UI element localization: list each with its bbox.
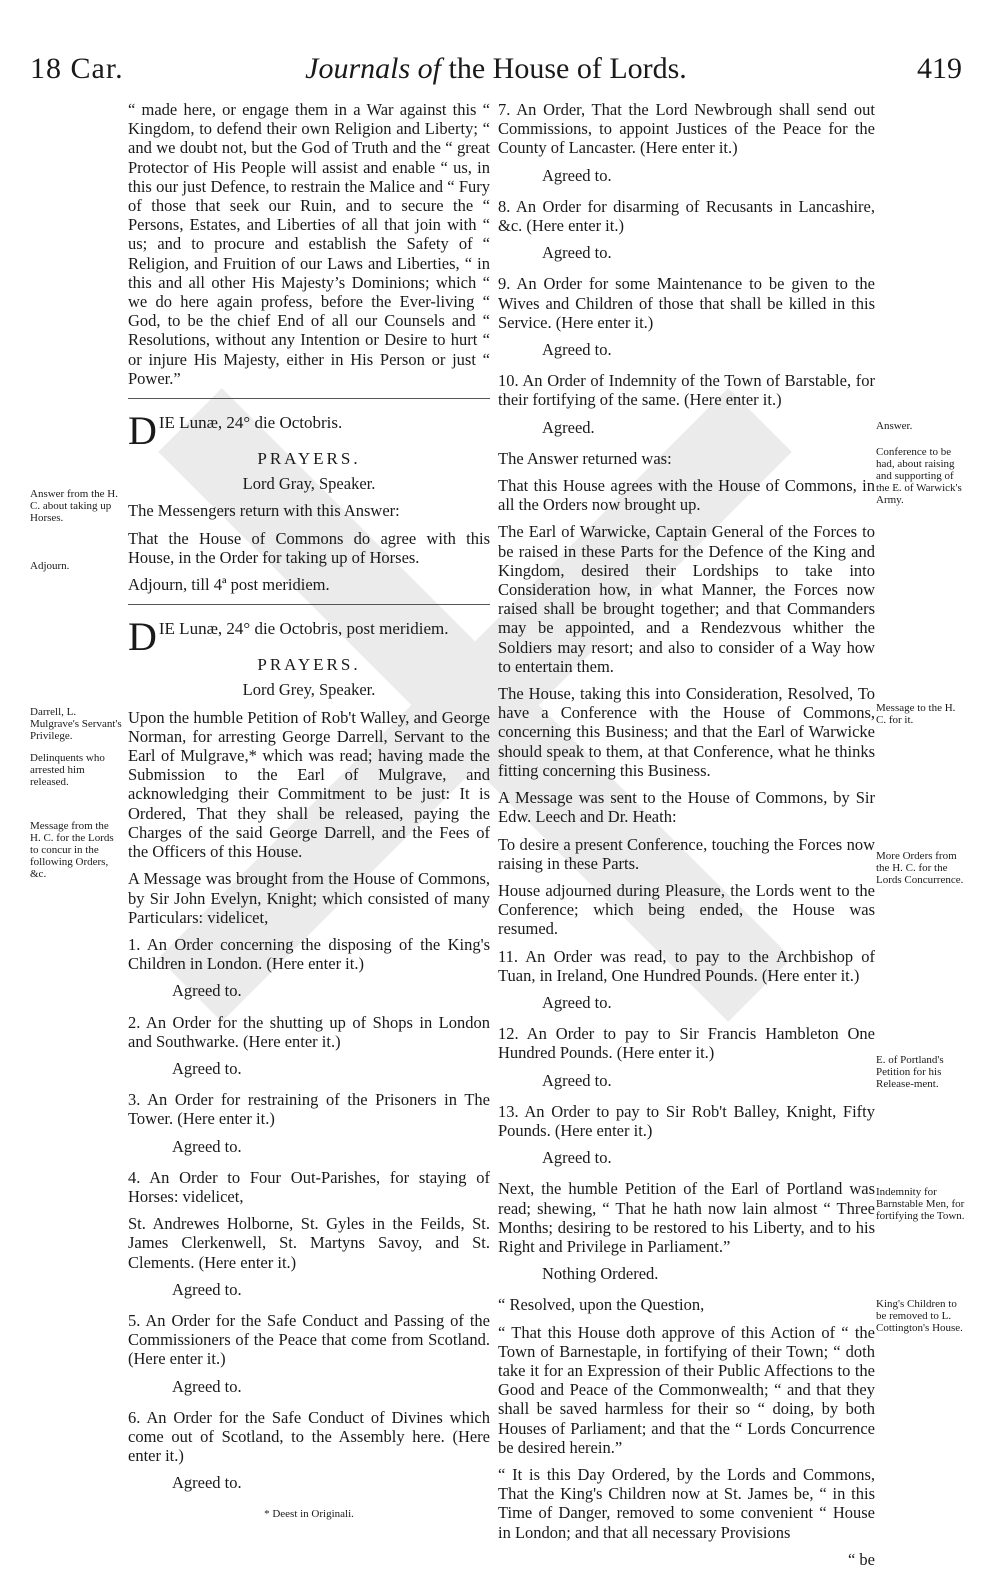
left-column — [128, 100, 490, 1524]
agreed-line: Agreed to. — [172, 1473, 242, 1493]
agreed-line: Agreed to. — [172, 981, 242, 1001]
margin-note: Conference to be had, about raising and supporting of the E. of Warwick's Army. — [876, 446, 962, 506]
paragraph: The House, taking this into Consideration, Resolved, To have a Conference with the House of Commons, concerning this Business; and that the Earl of Warwicke should speak to them, at that Conference, what he thinks fitting concerning this Business. — [498, 684, 875, 780]
paragraph: A Message was brought from the House of Commons, by Sir John Evelyn, Knight; which consisted of many Particulars: videlicet, — [128, 869, 490, 927]
order-item: 3. An Order for restraining of the Prisoners in The Tower. (Here enter it.) — [128, 1090, 490, 1129]
paragraph: A Message was sent to the House of Commons, by Sir Edw. Leech and Dr. Heath: — [498, 788, 875, 827]
agreed-line: Agreed to. — [542, 243, 612, 263]
divider — [128, 604, 490, 605]
margin-note: Answer. — [876, 420, 913, 432]
margin-note: Message from the H. C. for the Lords to concur in the following Orders, &c. — [30, 820, 114, 880]
margin-note: King's Children to be removed to L. Cottington's House. — [876, 1298, 963, 1334]
margin-note: Message to the H. C. for it. — [876, 702, 956, 726]
agreed-line: Agreed to. — [542, 992, 612, 1012]
margin-note: Adjourn. — [30, 560, 70, 572]
running-title — [30, 52, 962, 86]
agreed-line: Agreed to. — [542, 1070, 612, 1090]
paragraph: Next, the humble Petition of the Earl of Portland was read; shewing, “ That he hath now lain almost “ Three Months; desiring to be restored to his Liberty, and to his Right and Privilege in Parliament.” — [498, 1179, 875, 1256]
running-title-c: the — [448, 52, 486, 85]
margin-note: Indemnity for Barnstable Men, for fortifying the Town. — [876, 1186, 965, 1222]
agreed-line: Agreed to. — [172, 1279, 242, 1299]
margin-note: More Orders from the H. C. for the Lords Concurrence. — [876, 850, 964, 886]
margin-note: Delinquents who arrested him released. — [30, 752, 105, 788]
order-item: 1. An Order concerning the disposing of the King's Children in London. (Here enter it.) — [128, 934, 490, 974]
nothing-ordered: Nothing Ordered. — [542, 1264, 659, 1284]
paragraph: House adjourned during Pleasure, the Lords went to the Conference; which being ended, the House was resumed. — [498, 880, 875, 939]
margin-note: Darrell, L. Mulgrave's Servant's Privilege. — [30, 706, 122, 742]
speaker-line: Lord Grey, Speaker. — [242, 680, 376, 700]
day-heading-text: IE Lunæ, 24° die Octobris. — [158, 413, 343, 433]
order-item: 6. An Order for the Safe Conduct of Divines which come out of Scotland, to the Assembly here. (Here enter it.) — [128, 1407, 490, 1466]
agreed-line: Agreed to. — [172, 1058, 242, 1078]
margin-note: E. of Portland's Petition for his Release-ment. — [876, 1054, 944, 1090]
running-title-b: of — [410, 52, 449, 85]
quote-text: “ made here, or engage them in a War against this “ Kingdom, to defend their own Religion and Liberty; “ and we doubt not, but the God of Truth and the “ great Protector of His People will assist and enable “ us, in this our just Defence, to restrain the Malice and “ Fury of those that seek our Ruin, and to secure the “ Persons, Estates, and Liberties of all that join with “ us; and to procure and establish the Safety of “ Religion, and Fruition of our Laws and Liberties, “ in this and all other His Majesty’s Dominions; which “ we do here again profess, before the Ever-living “ God, to be the chief End of all our Counsels and “ Resolutions, without any Intention or Desire to hurt “ or injure His Majesty, either in His Person or just “ Power.” — [128, 100, 490, 388]
running-title-a: Journals — [305, 52, 411, 85]
order-item: 8. An Order for disarming of Recusants in Lancashire, &c. (Here enter it.) — [498, 196, 875, 236]
footnote: * Deest in Originali. — [264, 1507, 354, 1520]
agreed-line: Agreed to. — [542, 340, 612, 360]
paragraph: The Earl of Warwicke, Captain General of the Forces to be raised in these Parts for the Defence of the King and Kingdom, desired their Lordships to take into Consideration how, in what Manner, the Forces now raised shall be brought together; and that Commanders may be appointed, and a Rendezvous whither the Soldiers may resort; and also to consider of a Way how to entertain them. — [498, 522, 875, 676]
paragraph: Upon the humble Petition of Rob't Walley, and George Norman, for arresting George Darrell, Servant to the Earl of Mulgrave,* which was read; having made the Submission to the Earl of Mulgrave, and acknowledging their Commitment to be just: It is Ordered, That they shall be released, paying the Charges of the said George Darrell, and the Fees of the Officers of this House. — [128, 707, 490, 862]
paragraph: “ Resolved, upon the Question, — [498, 1295, 705, 1315]
right-column — [498, 100, 875, 1577]
order-item: 11. An Order was read, to pay to the Archbishop of Tuan, in Ireland, One Hundred Pounds. (Here enter it.) — [498, 946, 875, 985]
dropcap: D — [128, 408, 157, 454]
agreed-line: Agreed. — [542, 417, 595, 437]
order-item: 9. An Order for some Maintenance to be given to the Wives and Children of those that shall be killed in this Service. (Here enter it.) — [498, 274, 875, 332]
page-number: 419 — [917, 52, 962, 85]
divider — [128, 398, 490, 399]
order-item: 5. An Order for the Safe Conduct and Passing of the Commissioners of the Peace that come from Scotland. (Here enter it.) — [128, 1310, 490, 1369]
agreed-line: Agreed to. — [542, 1148, 612, 1168]
day-heading-2 — [128, 614, 490, 660]
dropcap: D — [128, 614, 157, 660]
order-item: 2. An Order for the shutting up of Shops in London and Southwarke. (Here enter it.) — [128, 1012, 490, 1051]
paragraph: To desire a present Conference, touching the Forces now raising in these Parts. — [498, 834, 875, 873]
catchword: “ be — [847, 1549, 875, 1569]
order-item: 7. An Order, That the Lord Newbrough shall send out Commissions, to appoint Justices of the Peace for the County of Lancaster. (Here enter it.) — [498, 100, 875, 158]
agreed-line: Agreed to. — [172, 1136, 242, 1156]
order-item: 13. An Order to pay to Sir Rob't Balley, Knight, Fifty Pounds. (Here enter it.) — [498, 1101, 875, 1140]
day-heading-1 — [128, 408, 490, 454]
paragraph: That the House of Commons do agree with this House, in the Order for taking up of Horses. — [128, 528, 490, 567]
page-header — [30, 52, 962, 102]
prayers-heading: PRAYERS. — [257, 449, 361, 469]
agreed-line: Agreed to. — [172, 1376, 242, 1396]
paragraph: The Answer returned was: — [498, 448, 672, 468]
order-item: 10. An Order of Indemnity of the Town of Barstable, for their fortifying of the same. (Here enter it.) — [498, 371, 875, 410]
paragraph: Adjourn, till 4ª post meridiem. — [128, 575, 330, 595]
paragraph: That this House agrees with the House of Commons, in all the Orders now brought up. — [498, 476, 875, 515]
paragraph: The Messengers return with this Answer: — [128, 501, 400, 521]
paragraph: “ It is this Day Ordered, by the Lords and Commons, That the King's Children now at St. James be, “ in this Time of Danger, removed to some convenient “ House in London; and that all necessary Provisions — [498, 1464, 875, 1542]
order-item-parishes: St. Andrewes Holborne, St. Gyles in the Feilds, St. James Clerkenwell, St. Martyns Savoy, and St. Clements. (Here enter it.) — [128, 1214, 490, 1272]
day-heading-text: IE Lunæ, 24° die Octobris, post meridiem. — [158, 619, 449, 639]
regnal-year: 18 Car. — [30, 52, 124, 85]
order-item: 12. An Order to pay to Sir Francis Hambleton One Hundred Pounds. (Here enter it.) — [498, 1024, 875, 1063]
prayers-heading: PRAYERS. — [257, 655, 361, 675]
speaker-line: Lord Gray, Speaker. — [242, 474, 376, 494]
order-item: 4. An Order to Four Out-Parishes, for staying of Horses: videlicet, — [128, 1167, 490, 1206]
running-title-d: House of Lords. — [485, 52, 687, 85]
agreed-line: Agreed to. — [542, 165, 612, 185]
paragraph: “ That this House doth approve of this Action of “ the Town of Barnestaple, in fortifying of their Town; “ doth take it for an Expression of their Public Affections to the Good and Peace of the Commonwealth; “ and that they shall be saved harmless for their so “ doing, by both Houses of Parliament; and that the “ Lords Concurrence be desired herein.” — [498, 1322, 875, 1457]
margin-note: Answer from the H. C. about taking up Horses. — [30, 488, 118, 524]
